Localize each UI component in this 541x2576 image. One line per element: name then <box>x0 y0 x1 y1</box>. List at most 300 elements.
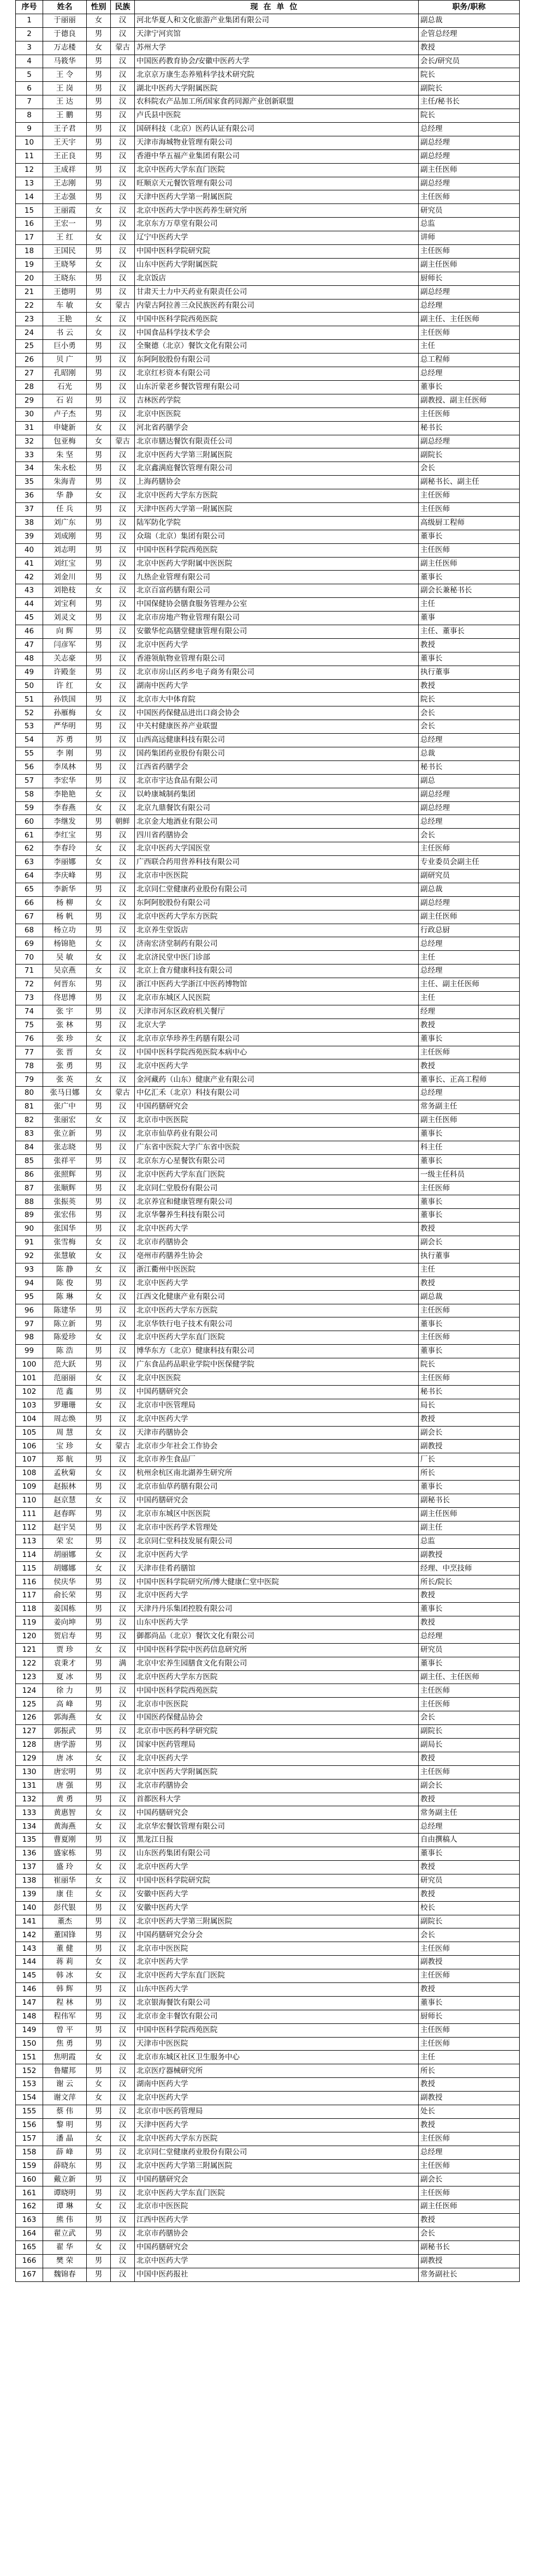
cell-unit: 北京市东城区人民医院 <box>135 992 419 1005</box>
cell-name: 罗珊珊 <box>43 1399 87 1412</box>
cell-title: 主任医师 <box>419 1698 520 1711</box>
cell-gender: 男 <box>87 27 111 41</box>
cell-no: 4 <box>16 55 43 68</box>
cell-unit: 御都尚品（北京）餐饮文化有限公司 <box>135 1630 419 1643</box>
cell-title: 总工程师 <box>419 354 520 367</box>
cell-gender: 男 <box>87 1059 111 1073</box>
table-row <box>16 693 520 706</box>
cell-gender: 女 <box>87 1046 111 1059</box>
cell-title: 局长 <box>419 1399 520 1412</box>
cell-name: 程伟军 <box>43 2010 87 2023</box>
cell-title: 所长 <box>419 2064 520 2078</box>
cell-title: 经理 <box>419 1005 520 1019</box>
cell-gender: 女 <box>87 1888 111 1901</box>
cell-unit: 天津市海城物业管理有限公司 <box>135 136 419 149</box>
cell-gender: 女 <box>87 435 111 448</box>
cell-ethnicity: 汉 <box>111 1793 135 1806</box>
table-row <box>16 1100 520 1114</box>
cell-title: 主任医师 <box>419 2023 520 2037</box>
cell-no: 80 <box>16 1087 43 1100</box>
cell-gender: 男 <box>87 367 111 381</box>
cell-gender: 男 <box>87 1412 111 1426</box>
cell-ethnicity: 汉 <box>111 2051 135 2064</box>
cell-no: 84 <box>16 1141 43 1154</box>
cell-name: 范大跃 <box>43 1358 87 1372</box>
cell-ethnicity: 汉 <box>111 2010 135 2023</box>
table-row <box>16 218 520 231</box>
table-row <box>16 177 520 190</box>
cell-ethnicity: 汉 <box>111 2132 135 2146</box>
cell-name: 王正良 <box>43 149 87 163</box>
cell-unit: 北京中医药大学 <box>135 1548 419 1562</box>
cell-name: 张祥平 <box>43 1154 87 1168</box>
table-row <box>16 1901 520 1915</box>
table-row <box>16 448 520 462</box>
cell-no: 152 <box>16 2064 43 2078</box>
cell-name: 严华明 <box>43 720 87 734</box>
table-row <box>16 1942 520 1956</box>
cell-title: 副总经理 <box>419 285 520 299</box>
cell-ethnicity: 汉 <box>111 95 135 109</box>
cell-no: 75 <box>16 1019 43 1032</box>
table-row <box>16 1481 520 1494</box>
cell-title: 主任医师 <box>419 1046 520 1059</box>
cell-name: 郭海燕 <box>43 1711 87 1725</box>
cell-no: 46 <box>16 625 43 638</box>
cell-name: 石 岩 <box>43 394 87 408</box>
cell-ethnicity: 汉 <box>111 2240 135 2254</box>
table-row <box>16 2105 520 2119</box>
cell-unit: 北京同仁堂股份有限公司 <box>135 1182 419 1195</box>
cell-ethnicity: 汉 <box>111 367 135 381</box>
cell-unit: 北京中医药大学 <box>135 1412 419 1426</box>
cell-no: 42 <box>16 571 43 584</box>
cell-no: 122 <box>16 1657 43 1670</box>
cell-name: 张雪梅 <box>43 1236 87 1250</box>
cell-title: 董事长 <box>419 1603 520 1616</box>
cell-no: 130 <box>16 1765 43 1779</box>
cell-title: 科主任 <box>419 1141 520 1154</box>
cell-title: 高级厨工程师 <box>419 516 520 530</box>
cell-unit: 北京市中医药学术管理处 <box>135 1521 419 1535</box>
cell-no: 59 <box>16 801 43 815</box>
cell-gender: 男 <box>87 1779 111 1793</box>
table-row <box>16 910 520 924</box>
table-row <box>16 354 520 367</box>
cell-no: 16 <box>16 218 43 231</box>
cell-ethnicity: 汉 <box>111 1385 135 1399</box>
cell-gender: 女 <box>87 41 111 55</box>
table-row <box>16 163 520 177</box>
cell-name: 荣 宏 <box>43 1535 87 1548</box>
cell-ethnicity: 汉 <box>111 1127 135 1141</box>
cell-title: 院长 <box>419 1358 520 1372</box>
cell-title: 主任医师 <box>419 2159 520 2173</box>
cell-ethnicity: 汉 <box>111 27 135 41</box>
cell-gender: 女 <box>87 258 111 272</box>
cell-no: 73 <box>16 992 43 1005</box>
cell-name: 黄海燕 <box>43 1820 87 1834</box>
table-row <box>16 489 520 503</box>
column-header-title: 职务/职称 <box>419 1 520 14</box>
cell-title: 总经理 <box>419 815 520 829</box>
table-row <box>16 1046 520 1059</box>
cell-gender: 男 <box>87 2146 111 2159</box>
cell-ethnicity: 汉 <box>111 1236 135 1250</box>
cell-ethnicity: 汉 <box>111 1820 135 1834</box>
cell-title: 主任医师 <box>419 1969 520 1983</box>
table-row <box>16 951 520 964</box>
cell-unit: 中国药膳研究会 <box>135 2173 419 2186</box>
cell-unit: 安徽华佗高膳堂健康管理有限公司 <box>135 625 419 638</box>
cell-unit: 广东省中医院大学广东省中医院 <box>135 1141 419 1154</box>
table-row <box>16 123 520 136</box>
table-row <box>16 2254 520 2268</box>
cell-gender: 男 <box>87 245 111 259</box>
cell-title: 秘书长 <box>419 1385 520 1399</box>
cell-unit: 北京市宇达食品有限公司 <box>135 774 419 788</box>
cell-gender: 男 <box>87 1847 111 1861</box>
cell-name: 赵宇昊 <box>43 1521 87 1535</box>
cell-ethnicity: 汉 <box>111 910 135 924</box>
table-row <box>16 1412 520 1426</box>
cell-name: 华 静 <box>43 489 87 503</box>
cell-title: 总监 <box>419 1535 520 1548</box>
cell-ethnicity: 汉 <box>111 1996 135 2010</box>
cell-title: 总监 <box>419 218 520 231</box>
cell-no: 119 <box>16 1616 43 1630</box>
cell-unit: 北京中医药大学中医药养生研究所 <box>135 204 419 218</box>
cell-no: 78 <box>16 1059 43 1073</box>
cell-title: 秘书长 <box>419 421 520 435</box>
cell-name: 王 鹏 <box>43 109 87 123</box>
cell-unit: 山东医药集团有限公司 <box>135 1847 419 1861</box>
cell-gender: 男 <box>87 1630 111 1643</box>
cell-name: 王丽霞 <box>43 204 87 218</box>
cell-name: 李 刚 <box>43 747 87 760</box>
table-row <box>16 612 520 625</box>
cell-gender: 女 <box>87 1371 111 1385</box>
table-row <box>16 1806 520 1820</box>
cell-no: 38 <box>16 516 43 530</box>
cell-ethnicity: 汉 <box>111 1548 135 1562</box>
cell-unit: 陆军防化学院 <box>135 516 419 530</box>
table-row <box>16 258 520 272</box>
cell-no: 127 <box>16 1725 43 1739</box>
cell-name: 王天宇 <box>43 136 87 149</box>
cell-name: 侯庆华 <box>43 1575 87 1589</box>
cell-gender: 男 <box>87 1684 111 1698</box>
cell-unit: 广西联合药用营养科技有限公司 <box>135 856 419 870</box>
cell-title: 教授 <box>419 1059 520 1073</box>
cell-name: 张照辉 <box>43 1168 87 1182</box>
cell-no: 140 <box>16 1901 43 1915</box>
cell-name: 马筱华 <box>43 55 87 68</box>
cell-gender: 男 <box>87 1765 111 1779</box>
cell-unit: 全聚德（北京）餐饮文化有限公司 <box>135 340 419 354</box>
cell-gender: 男 <box>87 55 111 68</box>
cell-ethnicity: 汉 <box>111 1711 135 1725</box>
cell-ethnicity: 汉 <box>111 584 135 598</box>
cell-title: 副会长兼秘书长 <box>419 584 520 598</box>
table-row <box>16 1575 520 1589</box>
cell-no: 154 <box>16 2092 43 2105</box>
cell-gender: 男 <box>87 1834 111 1847</box>
cell-no: 64 <box>16 870 43 883</box>
cell-gender: 男 <box>87 720 111 734</box>
cell-title: 董事长、正高工程师 <box>419 1073 520 1087</box>
cell-name: 刘成刚 <box>43 530 87 543</box>
cell-ethnicity: 汉 <box>111 896 135 910</box>
cell-gender: 女 <box>87 951 111 964</box>
cell-name: 潘 晶 <box>43 2132 87 2146</box>
cell-no: 43 <box>16 584 43 598</box>
cell-name: 李宏华 <box>43 774 87 788</box>
cell-no: 135 <box>16 1834 43 1847</box>
cell-title: 院长 <box>419 693 520 706</box>
table-row <box>16 1861 520 1874</box>
cell-title: 主任医师 <box>419 1182 520 1195</box>
cell-title: 副总经理 <box>419 896 520 910</box>
cell-gender: 女 <box>87 1073 111 1087</box>
cell-ethnicity: 汉 <box>111 1209 135 1223</box>
cell-unit: 上海药膳协会 <box>135 476 419 489</box>
cell-no: 35 <box>16 476 43 489</box>
cell-no: 134 <box>16 1820 43 1834</box>
table-row <box>16 1996 520 2010</box>
cell-title: 教授 <box>419 1888 520 1901</box>
cell-gender: 女 <box>87 1861 111 1874</box>
cell-title: 总经理 <box>419 2146 520 2159</box>
cell-unit: 北京市仙草药业有限公司 <box>135 1127 419 1141</box>
cell-unit: 山东中医药大学 <box>135 1616 419 1630</box>
table-row <box>16 1603 520 1616</box>
cell-ethnicity: 汉 <box>111 1100 135 1114</box>
cell-title: 副主任医师 <box>419 557 520 571</box>
cell-name: 张丽宏 <box>43 1114 87 1128</box>
cell-name: 王 红 <box>43 231 87 245</box>
table-row <box>16 992 520 1005</box>
cell-ethnicity: 汉 <box>111 1725 135 1739</box>
cell-ethnicity: 朝鲜 <box>111 815 135 829</box>
cell-unit: 天津中医药大学第一附属医院 <box>135 190 419 204</box>
cell-title: 院长 <box>419 68 520 82</box>
cell-no: 27 <box>16 367 43 381</box>
cell-no: 74 <box>16 1005 43 1019</box>
cell-no: 55 <box>16 747 43 760</box>
cell-gender: 男 <box>87 502 111 516</box>
cell-ethnicity: 汉 <box>111 666 135 679</box>
cell-no: 163 <box>16 2214 43 2227</box>
cell-ethnicity: 汉 <box>111 1059 135 1073</box>
cell-title: 副主任、主任医师 <box>419 1670 520 1684</box>
cell-ethnicity: 汉 <box>111 1698 135 1711</box>
cell-unit: 安徽中医药大学 <box>135 1901 419 1915</box>
cell-unit: 北京上食方健康科技有限公司 <box>135 964 419 978</box>
cell-unit: 香港领航物业管理有限公司 <box>135 652 419 666</box>
cell-ethnicity: 蒙古 <box>111 1440 135 1453</box>
cell-gender: 男 <box>87 1141 111 1154</box>
cell-gender: 男 <box>87 354 111 367</box>
cell-title: 副主任医师 <box>419 1507 520 1521</box>
cell-ethnicity: 汉 <box>111 1154 135 1168</box>
cell-ethnicity: 汉 <box>111 190 135 204</box>
cell-no: 5 <box>16 68 43 82</box>
cell-name: 郑 航 <box>43 1453 87 1467</box>
cell-no: 106 <box>16 1440 43 1453</box>
cell-name: 鲁耀邦 <box>43 2064 87 2078</box>
cell-title: 常务副主任 <box>419 1806 520 1820</box>
table-row <box>16 313 520 326</box>
table-row <box>16 1643 520 1657</box>
table-row <box>16 584 520 598</box>
table-row <box>16 1440 520 1453</box>
cell-name: 俞长荣 <box>43 1589 87 1603</box>
table-row <box>16 231 520 245</box>
cell-gender: 男 <box>87 272 111 285</box>
cell-name: 陈爱珍 <box>43 1331 87 1345</box>
cell-no: 167 <box>16 2268 43 2281</box>
cell-title: 主任医师 <box>419 1331 520 1345</box>
cell-ethnicity: 汉 <box>111 842 135 856</box>
table-row <box>16 720 520 734</box>
cell-no: 101 <box>16 1371 43 1385</box>
cell-name: 唐 冰 <box>43 1752 87 1765</box>
cell-ethnicity: 蒙古 <box>111 41 135 55</box>
cell-no: 69 <box>16 937 43 951</box>
cell-name: 王成祥 <box>43 163 87 177</box>
table-row <box>16 1005 520 1019</box>
cell-gender: 男 <box>87 448 111 462</box>
cell-title: 院长 <box>419 109 520 123</box>
cell-ethnicity: 汉 <box>111 760 135 774</box>
table-row <box>16 2023 520 2037</box>
table-row <box>16 2173 520 2186</box>
cell-name: 蒋 莉 <box>43 1956 87 1969</box>
cell-ethnicity: 汉 <box>111 326 135 340</box>
cell-gender: 男 <box>87 163 111 177</box>
cell-unit: 中国药膳研究会 <box>135 1494 419 1507</box>
cell-ethnicity: 汉 <box>111 340 135 354</box>
cell-gender: 女 <box>87 1263 111 1277</box>
cell-unit: 中国医药保健品进出口商会协会 <box>135 706 419 720</box>
table-row <box>16 856 520 870</box>
cell-name: 陈 浩 <box>43 1345 87 1358</box>
cell-unit: 中国中医药报社 <box>135 2268 419 2281</box>
cell-name: 王晓东 <box>43 272 87 285</box>
cell-name: 谢文萍 <box>43 2092 87 2105</box>
cell-title: 总经理 <box>419 1820 520 1834</box>
cell-gender: 男 <box>87 1182 111 1195</box>
cell-title: 总经理 <box>419 964 520 978</box>
cell-name: 杨 帆 <box>43 910 87 924</box>
cell-ethnicity: 汉 <box>111 625 135 638</box>
table-row <box>16 978 520 992</box>
cell-name: 许 红 <box>43 679 87 693</box>
cell-ethnicity: 汉 <box>111 1114 135 1128</box>
table-row <box>16 394 520 408</box>
cell-no: 49 <box>16 666 43 679</box>
cell-gender: 女 <box>87 896 111 910</box>
table-row <box>16 326 520 340</box>
cell-title: 教授 <box>419 638 520 652</box>
cell-gender: 女 <box>87 1643 111 1657</box>
cell-name: 王子君 <box>43 123 87 136</box>
cell-gender: 男 <box>87 924 111 937</box>
cell-title: 总经理 <box>419 367 520 381</box>
cell-unit: 天津宁河宾馆 <box>135 27 419 41</box>
cell-name: 徐 力 <box>43 1684 87 1698</box>
cell-title: 主任医师 <box>419 842 520 856</box>
cell-title: 副院长 <box>419 1725 520 1739</box>
cell-gender: 男 <box>87 1535 111 1548</box>
cell-ethnicity: 汉 <box>111 2214 135 2227</box>
cell-gender: 女 <box>87 1236 111 1250</box>
cell-name: 谭晓明 <box>43 2186 87 2200</box>
cell-gender: 男 <box>87 1154 111 1168</box>
cell-no: 125 <box>16 1698 43 1711</box>
table-row <box>16 924 520 937</box>
cell-ethnicity: 汉 <box>111 964 135 978</box>
cell-gender: 男 <box>87 666 111 679</box>
cell-no: 21 <box>16 285 43 299</box>
cell-ethnicity: 汉 <box>111 1032 135 1046</box>
cell-ethnicity: 汉 <box>111 1562 135 1575</box>
cell-unit: 天津市佳肴药膳馆 <box>135 1562 419 1575</box>
cell-gender: 男 <box>87 2064 111 2078</box>
cell-name: 张 晋 <box>43 1046 87 1059</box>
cell-no: 138 <box>16 1874 43 1888</box>
column-header-ethnicity: 民族 <box>111 1 135 14</box>
cell-no: 51 <box>16 693 43 706</box>
cell-gender: 女 <box>87 2092 111 2105</box>
cell-title: 教授 <box>419 679 520 693</box>
cell-title: 所长/院长 <box>419 1575 520 1589</box>
cell-ethnicity: 汉 <box>111 1956 135 1969</box>
cell-gender: 男 <box>87 870 111 883</box>
table-row <box>16 1684 520 1698</box>
cell-ethnicity: 汉 <box>111 489 135 503</box>
table-row <box>16 1670 520 1684</box>
cell-title: 副主任医师 <box>419 163 520 177</box>
cell-no: 151 <box>16 2051 43 2064</box>
cell-no: 110 <box>16 1494 43 1507</box>
cell-title: 主任、副主任医师 <box>419 978 520 992</box>
cell-title: 副院长 <box>419 82 520 95</box>
cell-title: 副教授、副主任医师 <box>419 394 520 408</box>
table-row <box>16 1739 520 1752</box>
cell-unit: 首都医科大学 <box>135 1793 419 1806</box>
cell-unit: 中国药膳研究会 <box>135 1806 419 1820</box>
table-row <box>16 2064 520 2078</box>
cell-no: 98 <box>16 1331 43 1345</box>
table-row <box>16 149 520 163</box>
cell-no: 48 <box>16 652 43 666</box>
table-row <box>16 1195 520 1209</box>
cell-title: 副研究员 <box>419 870 520 883</box>
cell-gender: 女 <box>87 1874 111 1888</box>
cell-name: 盛 玲 <box>43 1861 87 1874</box>
cell-unit: 众瑞（北京）集团有限公司 <box>135 530 419 543</box>
cell-title: 副秘书长、副主任 <box>419 476 520 489</box>
cell-name: 黎 明 <box>43 2118 87 2132</box>
cell-unit: 天津市河东区政府机关餐厅 <box>135 1005 419 1019</box>
cell-ethnicity: 汉 <box>111 2268 135 2281</box>
cell-name: 张志晓 <box>43 1141 87 1154</box>
cell-gender: 女 <box>87 2051 111 2064</box>
cell-title: 厨师长 <box>419 272 520 285</box>
cell-unit: 北京市膳达餐饮有限责任公司 <box>135 435 419 448</box>
